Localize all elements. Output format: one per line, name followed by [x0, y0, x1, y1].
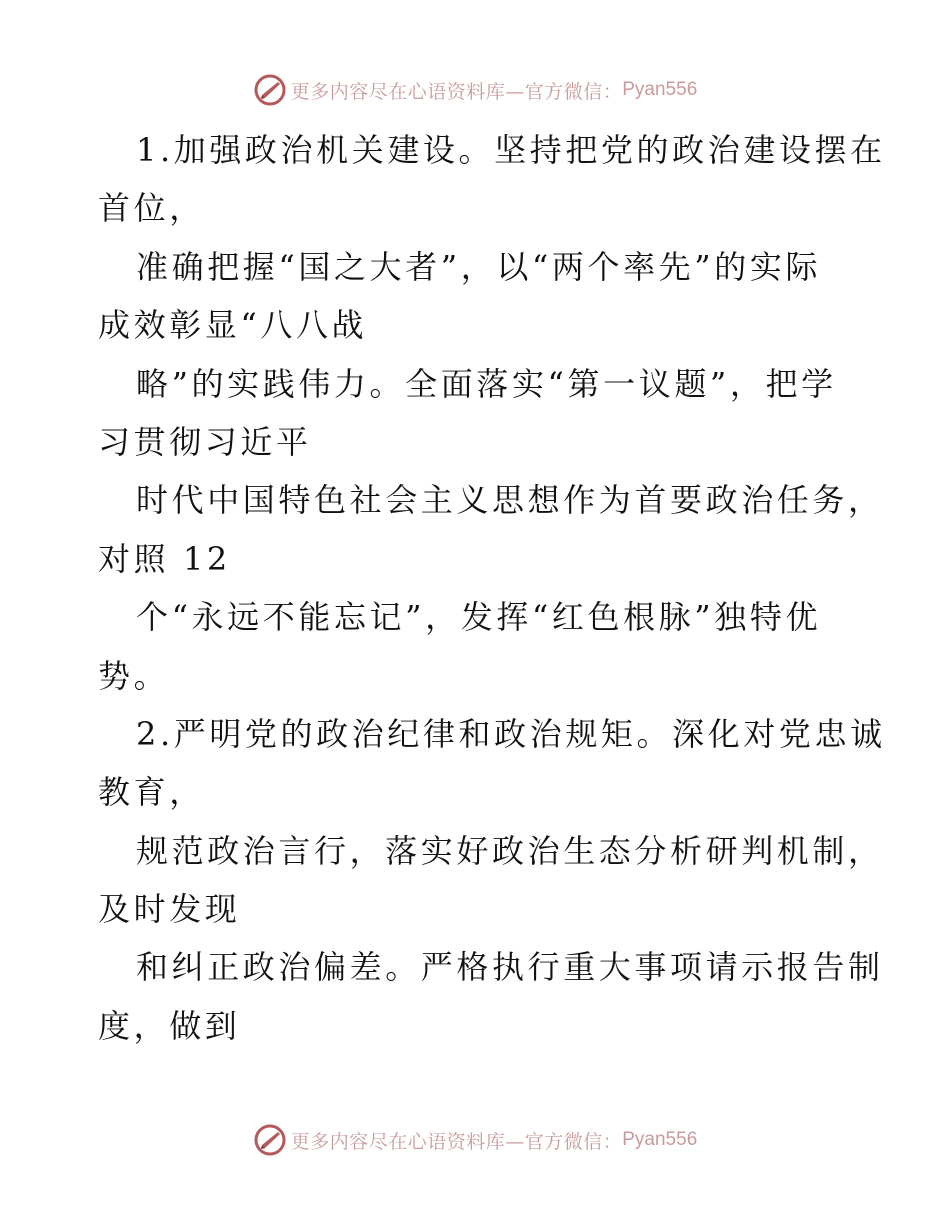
header-watermark — [0, 70, 950, 110]
text-line: 及时发现 — [98, 890, 241, 929]
text-line: 习贯彻习近平 — [98, 422, 312, 461]
watermark-wechat-id: Pyan556 — [622, 79, 698, 100]
document-body — [98, 121, 886, 1055]
text-line: 教育， — [98, 773, 205, 812]
text-line: 成效彰显“八八战 — [98, 306, 368, 345]
text-line: 1.加强政治机关建设。坚持把党的政治建设摆在 — [136, 131, 886, 169]
brush-logo-icon — [253, 1123, 287, 1157]
text-line: 首位， — [98, 189, 205, 228]
watermark-text: 更多内容尽在心语资料库—官方微信： — [290, 1130, 623, 1153]
text-line: 个“永远不能忘记”，发挥“红色根脉”独特优 — [136, 598, 822, 637]
watermark-wechat-id: Pyan556 — [622, 1129, 698, 1150]
text-line: 势。 — [98, 656, 170, 695]
text-line: 准确把握“国之大者”，以“两个率先”的实际 — [136, 247, 822, 286]
text-line: 和纠正政治偏差。严格执行重大事项请示报告制 — [136, 948, 884, 987]
text-line: 时代中国特色社会主义思想作为首要政治任务， — [136, 481, 884, 520]
text-line: 度，做到 — [98, 1006, 241, 1045]
watermark-text: 更多内容尽在心语资料库—官方微信： — [290, 80, 623, 103]
text-line: 对照 12 — [98, 539, 231, 578]
brush-logo-icon — [253, 73, 287, 107]
text-line: 2.严明党的政治纪律和政治规矩。深化对党忠诚 — [136, 714, 886, 753]
text-line: 规范政治言行，落实好政治生态分析研判机制， — [136, 831, 884, 870]
text-line: 略”的实践伟力。全面落实“第一议题”，把学 — [136, 364, 837, 403]
footer-watermark — [0, 1120, 950, 1160]
